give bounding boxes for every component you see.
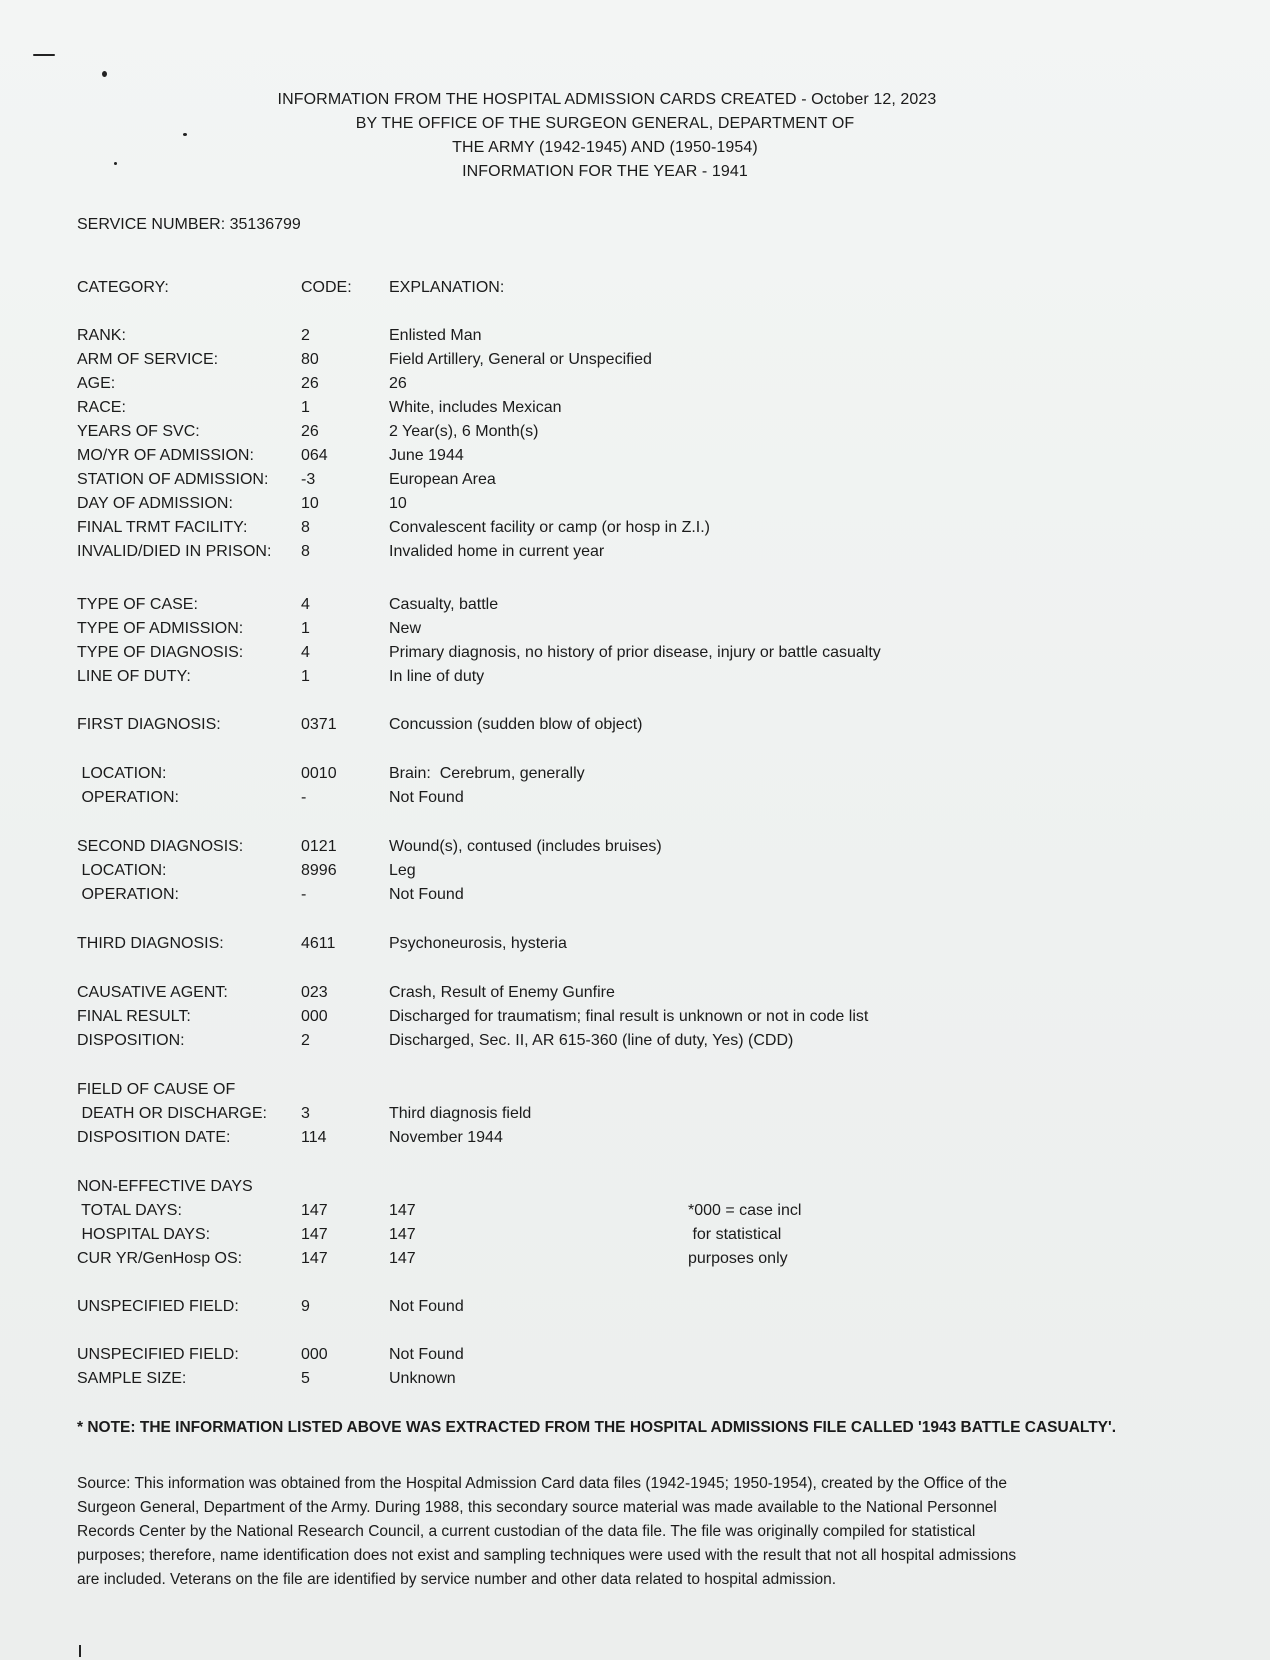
row-category: OPERATION: [77,886,179,903]
row-footnote: for statistical [688,1226,782,1243]
row-code: 4 [301,644,310,661]
row-category: LINE OF DUTY: [77,668,191,685]
row-category: OPERATION: [77,789,179,806]
row-category: TYPE OF CASE: [77,596,198,613]
row-code: 147 [301,1226,328,1243]
row-category: UNSPECIFIED FIELD: [77,1346,239,1363]
row-explanation: November 1944 [389,1129,503,1146]
row-code: 147 [301,1250,328,1267]
row-code: 10 [301,495,319,512]
row-category: DAY OF ADMISSION: [77,495,233,512]
row-code: 5 [301,1370,310,1387]
row-category: TOTAL DAYS: [77,1202,182,1219]
row-code: 2 [301,327,310,344]
row-explanation: Leg [389,862,416,879]
row-explanation: Crash, Result of Enemy Gunfire [389,984,615,1001]
row-code: 147 [301,1202,328,1219]
row-explanation: Unknown [389,1370,456,1387]
row-footnote: *000 = case incl [688,1202,802,1219]
source-line-5: are included. Veterans on the file are identified by service number and other data related to hospital admission. [77,1571,837,1588]
row-code: - [301,886,307,903]
row-code: 1 [301,668,310,685]
scan-mark-dash [33,54,55,56]
row-category: STATION OF ADMISSION: [77,471,269,488]
row-explanation: June 1944 [389,447,464,464]
header-line-3: THE ARMY (1942-1945) AND (1950-1954) [452,139,758,156]
row-category: LOCATION: [77,765,167,782]
row-category: THIRD DIAGNOSIS: [77,935,224,952]
row-explanation: 26 [389,375,407,392]
row-footnote: purposes only [688,1250,788,1267]
row-code: 80 [301,351,319,368]
row-category: DEATH OR DISCHARGE: [77,1105,267,1122]
row-code: 064 [301,447,328,464]
row-category: TYPE OF DIAGNOSIS: [77,644,244,661]
row-code: 26 [301,423,319,440]
header-line-2: BY THE OFFICE OF THE SURGEON GENERAL, DEPARTMENT OF [355,115,855,132]
row-explanation: Not Found [389,886,464,903]
row-code: 114 [301,1129,327,1146]
row-code: 000 [301,1346,328,1363]
row-code: 1 [301,399,310,416]
row-category: ARM OF SERVICE: [77,351,219,368]
row-explanation: European Area [389,471,496,488]
row-explanation: Convalescent facility or camp (or hosp in Z.I.) [389,519,711,536]
service-number: SERVICE NUMBER: 35136799 [77,216,301,233]
row-category: NON-EFFECTIVE DAYS [77,1178,253,1195]
source-line-3: Records Center by the National Research Council, a current custodian of the data file. The file was originally compiled for statistical [77,1523,976,1540]
row-code: 8 [301,519,310,536]
column-headers [0,276,505,300]
row-explanation: Not Found [389,1298,464,1315]
row-category: INVALID/DIED IN PRISON: [77,543,272,560]
row-code: 000 [301,1008,328,1025]
row-code: 1 [301,620,310,637]
row-explanation: Not Found [389,1346,464,1363]
scan-speck [102,71,107,77]
row-code: 8 [301,543,310,560]
row-category: RANK: [77,327,126,344]
row-category: HOSPITAL DAYS: [77,1226,211,1243]
column-header-explanation: EXPLANATION: [389,279,505,296]
row-category: YEARS OF SVC: [77,423,200,440]
row-code: 8996 [301,862,337,879]
row-code: 023 [301,984,328,1001]
row-category: DISPOSITION: [77,1032,185,1049]
row-code: 0371 [301,716,337,733]
row-explanation: Third diagnosis field [389,1105,532,1122]
row-code: 0010 [301,765,337,782]
note: * NOTE: THE INFORMATION LISTED ABOVE WAS EXTRACTED FROM THE HOSPITAL ADMISSIONS FILE CALLED '1943 BATTLE CASUALTY'. [77,1419,1117,1436]
row-category: LOCATION: [77,862,167,879]
column-header-category: CATEGORY: [77,279,169,296]
column-header-code: CODE: [301,279,352,296]
row-code: 4611 [301,935,336,952]
row-explanation: Enlisted Man [389,327,482,344]
row-code: 26 [301,375,319,392]
header-line-1: INFORMATION FROM THE HOSPITAL ADMISSION CARDS CREATED - October 12, 2023 [277,91,937,108]
row-explanation: Primary diagnosis, no history of prior disease, injury or battle casualty [389,644,881,661]
row-explanation: Casualty, battle [389,596,499,613]
source-line-4: purposes; therefore, name identification does not exist and sampling techniques were used with the result that not all hospital admissions [77,1547,1017,1564]
row-category: TYPE OF ADMISSION: [77,620,244,637]
row-code: -3 [301,471,316,488]
row-explanation: 147 [389,1250,416,1267]
row-explanation: 147 [389,1226,416,1243]
row-code: 9 [301,1298,310,1315]
row-explanation: In line of duty [389,668,485,685]
row-explanation: Wound(s), contused (includes bruises) [389,838,662,855]
row-explanation: Discharged, Sec. II, AR 615-360 (line of duty, Yes) (CDD) [389,1032,794,1049]
row-explanation: Field Artillery, General or Unspecified [389,351,652,368]
row-explanation: 2 Year(s), 6 Month(s) [389,423,539,440]
row-category: CAUSATIVE AGENT: [77,984,228,1001]
row-category: SAMPLE SIZE: [77,1370,187,1387]
row-explanation: New [389,620,422,637]
row-explanation: Invalided home in current year [389,543,605,560]
row-explanation: 10 [389,495,407,512]
row-category: DISPOSITION DATE: [77,1129,231,1146]
row-category: RACE: [77,399,126,416]
row-category: FIRST DIAGNOSIS: [77,716,221,733]
row-explanation: Concussion (sudden blow of object) [389,716,643,733]
document-header [0,88,1210,184]
row-category: FIELD OF CAUSE OF [77,1081,236,1098]
row-category: FINAL TRMT FACILITY: [77,519,248,536]
row-explanation: 147 [389,1202,416,1219]
row-code: - [301,789,307,806]
row-category: MO/YR OF ADMISSION: [77,447,254,464]
row-explanation: White, includes Mexican [389,399,562,416]
row-explanation: Psychoneurosis, hysteria [389,935,567,952]
source-line-1: Source: This information was obtained from the Hospital Admission Card data files (1942-1945; 1950-1954), created by the Office of the [77,1475,1007,1492]
row-category: FINAL RESULT: [77,1008,191,1025]
row-code: 0121 [301,838,337,855]
row-category: SECOND DIAGNOSIS: [77,838,244,855]
row-code: 3 [301,1105,310,1122]
row-code: 4 [301,596,310,613]
row-explanation: Brain: Cerebrum, generally [389,765,585,782]
row-category: AGE: [77,375,116,392]
header-line-4: INFORMATION FOR THE YEAR - 1941 [462,163,748,180]
row-explanation: Discharged for traumatism; final result is unknown or not in code list [389,1008,869,1025]
source-paragraph [77,1472,1122,1592]
source-line-2: Surgeon General, Department of the Army. During 1988, this secondary source material was made available to the National Personnel [77,1499,997,1516]
page-mark [79,1645,81,1657]
row-explanation: Not Found [389,789,464,806]
row-category: UNSPECIFIED FIELD: [77,1298,239,1315]
row-category: CUR YR/GenHosp OS: [77,1250,243,1267]
row-code: 2 [301,1032,310,1049]
